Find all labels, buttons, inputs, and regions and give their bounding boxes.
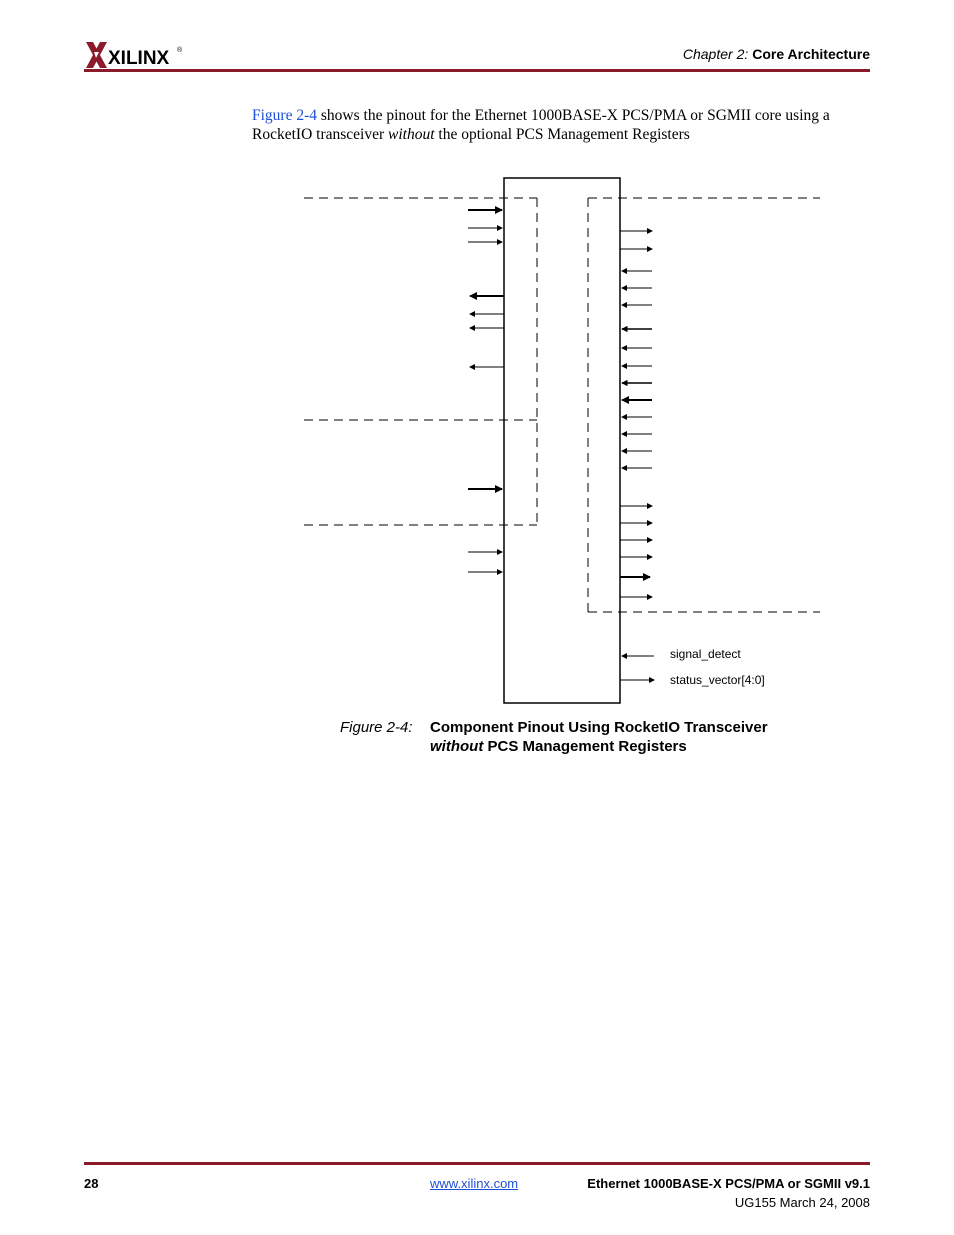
status-vector-label: status_vector[4:0] [670,673,765,687]
page-number: 28 [84,1176,99,1191]
figure-link[interactable]: Figure 2-4 [252,107,318,124]
caption-emphasis: without [430,738,484,755]
right-pin-arrows [620,231,654,680]
footer-doc-title: Ethernet 1000BASE-X PCS/PMA or SGMII v9.1 [587,1176,870,1191]
right-dashed-boundary [588,198,820,612]
chapter-title: Core Architecture [752,46,870,62]
footer-url-link[interactable]: www.xilinx.com [430,1176,519,1191]
signal-detect-label: signal_detect [670,647,741,661]
footer-rule [84,1162,870,1165]
logo-text: XILINX [108,48,170,69]
caption-line1: Component Pinout Using RocketIO Transceiver [430,719,768,736]
registered-mark: ® [177,47,183,54]
left-pin-arrows [468,210,504,572]
intro-emphasis: without [388,126,435,143]
caption-line2: PCS Management Registers [483,738,687,755]
component-block [504,178,620,703]
chapter-prefix: Chapter 2: [682,46,749,62]
footer-doc-id: UG155 March 24, 2008 [734,1195,870,1210]
figure-caption [340,718,768,756]
intro-text-2: the optional PCS Management Registers [434,126,690,143]
caption-number: Figure 2-4: [340,719,413,736]
intro-text-1: shows the pinout for the Ethernet 1000BASE-X PCS/PMA or SGMII core using a RocketIO transceiver [252,107,830,143]
left-dashed-boundary [304,198,537,525]
